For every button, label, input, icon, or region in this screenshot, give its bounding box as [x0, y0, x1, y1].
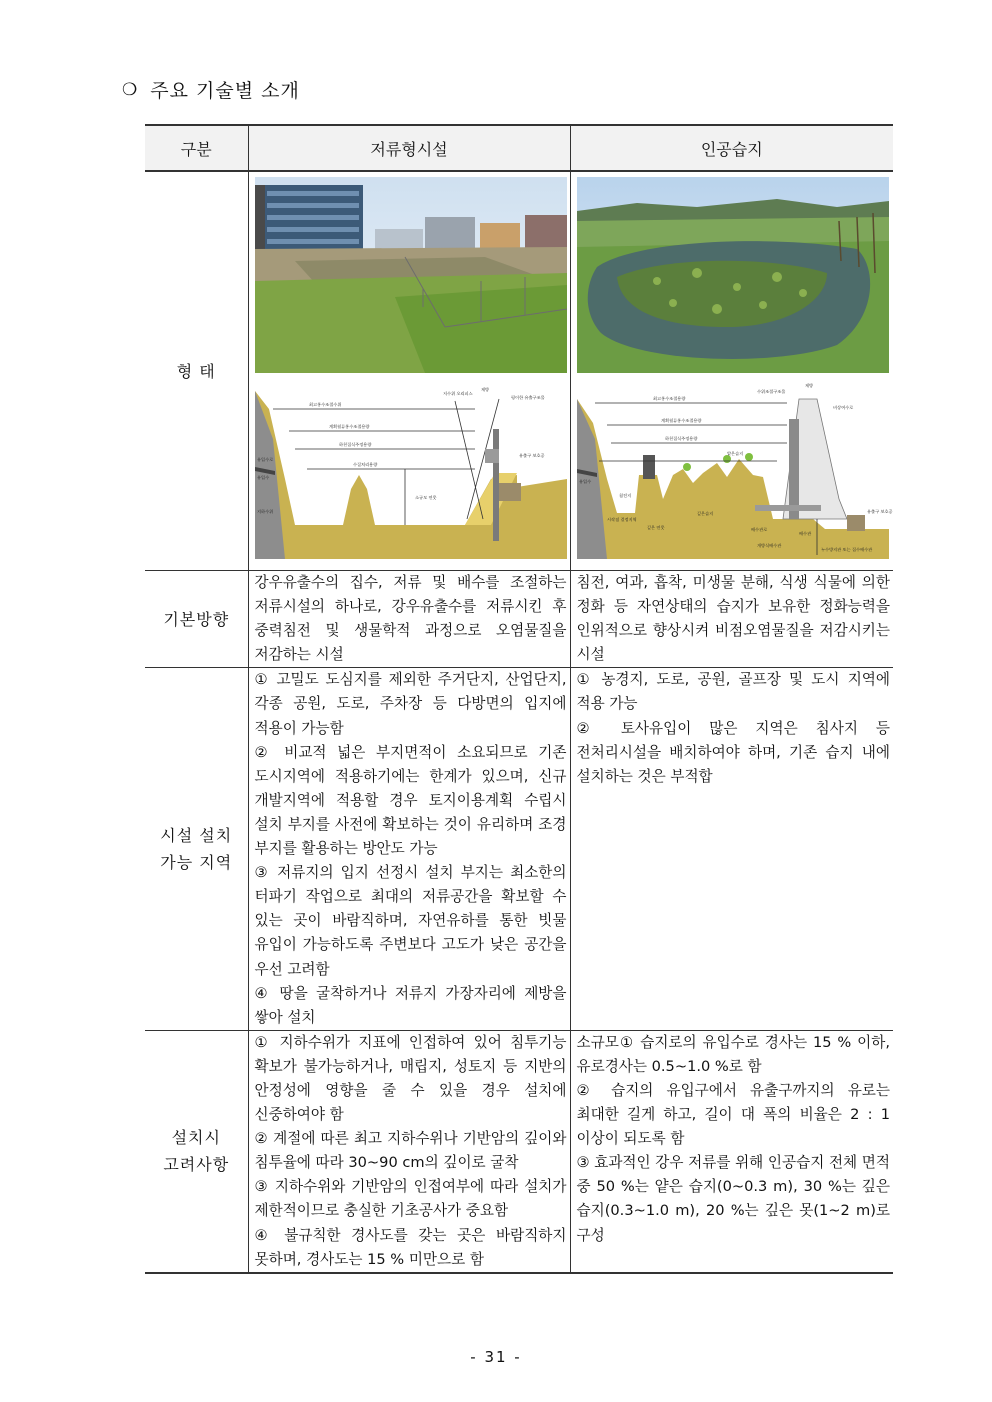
list-item: ③ 저류지의 입지 선정시 설치 부지는 최소한의 터파기 작업으로 최대의 저류공간을 확보할 수 있는 곳이 바람직하며, 자연유하를 통한 빗물 유입이 가능하도록 주변보다 고도가 낮은 공간을 우선 고려함 — [254, 864, 567, 978]
diagram2-label-d: 수위조절구조물 — [756, 389, 785, 394]
bullet-circle-icon: ❍ — [122, 79, 139, 100]
row-label-site-line2: 가능 지역 — [160, 853, 233, 873]
comparison-table — [145, 124, 893, 1274]
diagram2-label-i: 얕은습지 — [726, 451, 743, 456]
diagram2-label-k: 배수관 — [798, 531, 811, 536]
diagram1-label-e: 저수위 오리피스 — [442, 391, 473, 396]
diagram2-label-q: 개방식배수관 — [756, 543, 781, 548]
diagram2-label-j: 깊은습지 — [696, 511, 713, 516]
wetland-considerations-text — [570, 1030, 893, 1272]
header-detention-facility: 저류형시설 — [248, 125, 570, 171]
list-item: ③ 효과적인 강우 저류를 위해 인공습지 전체 면적 중 50 %는 얕은 습지(0~0.3 m), 30 %는 깊은 습지(0.3~1.0 m), 20 %는 깊은 못(1~2 m)로 구성 — [576, 1154, 890, 1244]
list-item: ② 비교적 넓은 부지면적이 소요되므로 기존 도시지역에 적용하기에는 한계가 있으며, 신규 개발지역에 적용할 경우 토지이용계획 수립시 설치 부지를 사전에 확보하는 것이 유리하며 조경 부지를 활용하는 방안도 가능 — [254, 743, 567, 858]
wetland-site-text — [570, 668, 893, 1030]
diagram2-label-p: 배수관로 — [750, 527, 767, 532]
diagram1-label-i: 지하수위 — [256, 509, 273, 514]
detention-cross-section-diagram — [255, 379, 567, 559]
diagram1-label-g: 유출구 보호공 — [518, 453, 545, 458]
list-item: ① 지하수위가 지표에 인접하여 있어 침투기능 확보가 불가능하거나, 매립지, 성토지 등 지반의 안정성에 영향을 줄 수 있을 경우 설치에 신중하여야 함 — [254, 1033, 567, 1124]
list-item: 소규모① 습지로의 유입수로 경사는 15 % 이하, 유로경사는 0.5~1.0 %로 함 — [576, 1033, 890, 1075]
row-label-considerations-line1: 설치시 — [171, 1128, 221, 1148]
header-category: 구분 — [145, 125, 248, 171]
detention-site-text — [248, 668, 570, 1030]
diagram2-label-o: 시작점 결정지역 — [606, 517, 637, 522]
wetland-pond-photo — [577, 177, 889, 373]
page-number: - 31 - — [470, 1348, 522, 1366]
wetland-basic-text — [570, 571, 893, 668]
row-label-considerations — [145, 1030, 248, 1272]
wetland-figures-cell — [570, 171, 893, 571]
detention-considerations-text — [248, 1030, 570, 1272]
header-constructed-wetland: 인공습지 — [570, 125, 893, 171]
table-row-considerations — [145, 1030, 893, 1272]
list-item: ② 습지의 유입구에서 유출구까지의 유로는 최대한 길게 하고, 길이 대 폭의 비율은 2 : 1 이상이 되도록 함 — [576, 1081, 890, 1148]
wetland-basic-paragraph: 침전, 여과, 흡착, 미생물 분해, 식생 식물에 의한 정화 등 자연상태의 습지가 보유한 정화능력을 인위적으로 향상시켜 비점오염물질을 저감시키는 시설 — [576, 574, 890, 664]
section-heading — [122, 76, 300, 103]
diagram2-label-h: 침전지 — [618, 493, 631, 498]
diagram1-label-f: 제방 — [480, 387, 489, 392]
diagram2-label-m: 누수방지관 또는 집수배수관 — [820, 547, 872, 552]
detention-basic-paragraph: 강우유출수의 집수, 저류 및 배수를 조절하는 저류시설의 하나로, 강우유출수를 저류시킨 후 중력침전 및 생물학적 과정으로 오염물질을 저감하는 시설 — [254, 574, 567, 664]
diagram2-label-c: 하천집식주정용량 — [664, 436, 697, 441]
list-item: ③ 지하수위와 기반암의 인접여부에 따라 설치가 제한적이므로 충실한 기초공사가 중요함 — [254, 1178, 567, 1220]
diagram2-label-n: 깊은 연못 — [646, 525, 665, 530]
diagram1-label-j: 소규모 연못 — [414, 495, 437, 500]
detention-pond-photo — [255, 177, 567, 373]
row-label-site — [145, 668, 248, 1030]
diagram1-label-c: 하천집식주정용량 — [338, 442, 371, 447]
diagram2-label-a: 최고홍수조절용량 — [652, 396, 685, 401]
diagram1-label-k: 유입수로 — [256, 457, 273, 462]
table-row-basic-direction — [145, 571, 893, 668]
diagram2-label-b: 계획월류홍수조절용량 — [660, 418, 701, 423]
detention-basic-text — [248, 571, 570, 668]
list-item: ④ 땅을 굴착하거나 저류지 가장자리에 제방을 쌓아 설치 — [254, 984, 567, 1026]
diagram2-label-f: 비상여수로 — [832, 405, 853, 410]
list-item: ② 계절에 따른 최고 지하수위나 기반암의 깊이와 침투율에 따라 30~90 cm의 깊이로 굴착 — [254, 1130, 567, 1172]
wetland-cross-section-diagram — [577, 379, 893, 559]
diagram1-label-a: 최고홍수조절수위 — [308, 402, 341, 407]
row-label-basic-direction: 기본방향 — [145, 571, 248, 668]
list-item: ① 고밀도 도심지를 제외한 주거단지, 산업단지, 각종 공원, 도로, 주차장 등 다방면의 입지에 적용이 가능함 — [254, 671, 567, 737]
table-row-site — [145, 668, 893, 1030]
diagram2-label-e: 제방 — [804, 383, 813, 388]
list-item: ② 토사유입이 많은 지역은 침사지 등 전처리시설을 배치하여야 하며, 기존 습지 내에 설치하는 것은 부적합 — [576, 719, 890, 785]
diagram1-label-h: 유입수 — [256, 475, 269, 480]
table-row-form — [145, 171, 893, 571]
row-label-form: 형 태 — [145, 171, 248, 571]
diagram1-label-l: 평이한 유출구조물 — [510, 395, 545, 400]
list-item: ④ 불규칙한 경사도를 갖는 곳은 바람직하지 못하며, 경사도는 15 % 미만으로 함 — [254, 1226, 567, 1268]
diagram1-label-d: 수질처리용량 — [352, 462, 377, 467]
diagram2-label-g: 유입수 — [578, 479, 591, 484]
diagram1-label-b: 계획월류홍수조절용량 — [328, 424, 369, 429]
diagram2-label-l: 유출구 보호공 — [866, 509, 893, 514]
table-header-row — [145, 125, 893, 171]
list-item: ① 농경지, 도로, 공원, 골프장 및 도시 지역에 적용 가능 — [576, 671, 890, 713]
row-label-site-line1: 시설 설치 — [160, 826, 233, 846]
section-title: 주요 기술별 소개 — [150, 80, 300, 102]
detention-figures-cell — [248, 171, 570, 571]
row-label-considerations-line2: 고려사항 — [163, 1155, 230, 1175]
